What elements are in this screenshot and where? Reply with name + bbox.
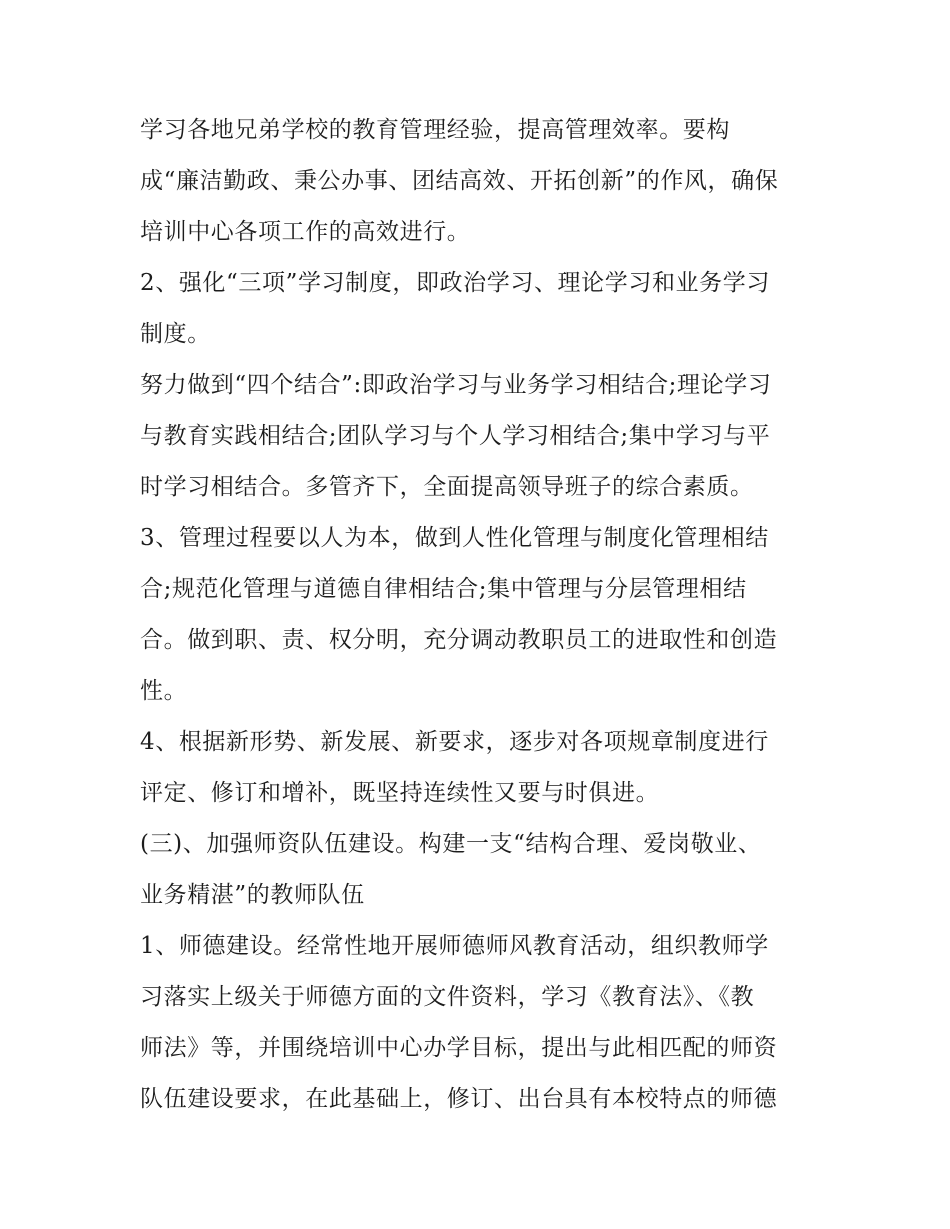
text-line: 师法》等，并围绕培训中心办学目标，提出与此相匹配的师资 [140,1035,778,1061]
text-line: 评定、修订和增补，既坚持连续性又要与时俱进。 [140,780,660,806]
text-line: 制度。 [140,321,211,347]
text-line: 4、根据新形势、新发展、新要求，逐步对各项规章制度进行 [140,729,769,755]
text-line: 习落实上级关于师德方面的文件资料，学习《教育法》、《教 [140,984,755,1010]
text-line: 队伍建设要求，在此基础上，修订、出台具有本校特点的师德 [140,1086,778,1112]
text-line: 合;规范化管理与道德自律相结合;集中管理与分层管理相结 [140,576,747,602]
text-line: 与教育实践相结合;团队学习与个人学习相结合;集中学习与平 [140,423,771,449]
text-line: 时学习相结合。多管齐下，全面提高领导班子的综合素质。 [140,474,754,500]
text-line: (三)、加强师资队伍建设。构建一支“结构合理、爱岗敬业、 [140,831,762,857]
text-line: 合。做到职、责、权分明，充分调动教职员工的进取性和创造 [140,627,778,653]
text-line: 业务精湛”的教师队伍 [140,882,365,908]
text-line: 学习各地兄弟学校的教育管理经验，提高管理效率。要构 [140,117,730,143]
text-line: 培训中心各项工作的高效进行。 [140,219,471,245]
text-line: 性。 [140,678,188,704]
text-line: 努力做到“四个结合”:即政治学习与业务学习相结合;理论学习 [140,372,772,398]
text-line: 3、管理过程要以人为本，做到人性化管理与制度化管理相结 [140,525,769,551]
text-line: 1、师德建设。经常性地开展师德师风教育活动，组织教师学 [140,933,769,959]
document-body [140,111,820,1131]
text-line: 成“廉洁勤政、秉公办事、团结高效、开拓创新”的作风，确保 [140,168,779,194]
text-line: 2、强化“三项”学习制度，即政治学习、理论学习和业务学习 [140,270,770,296]
